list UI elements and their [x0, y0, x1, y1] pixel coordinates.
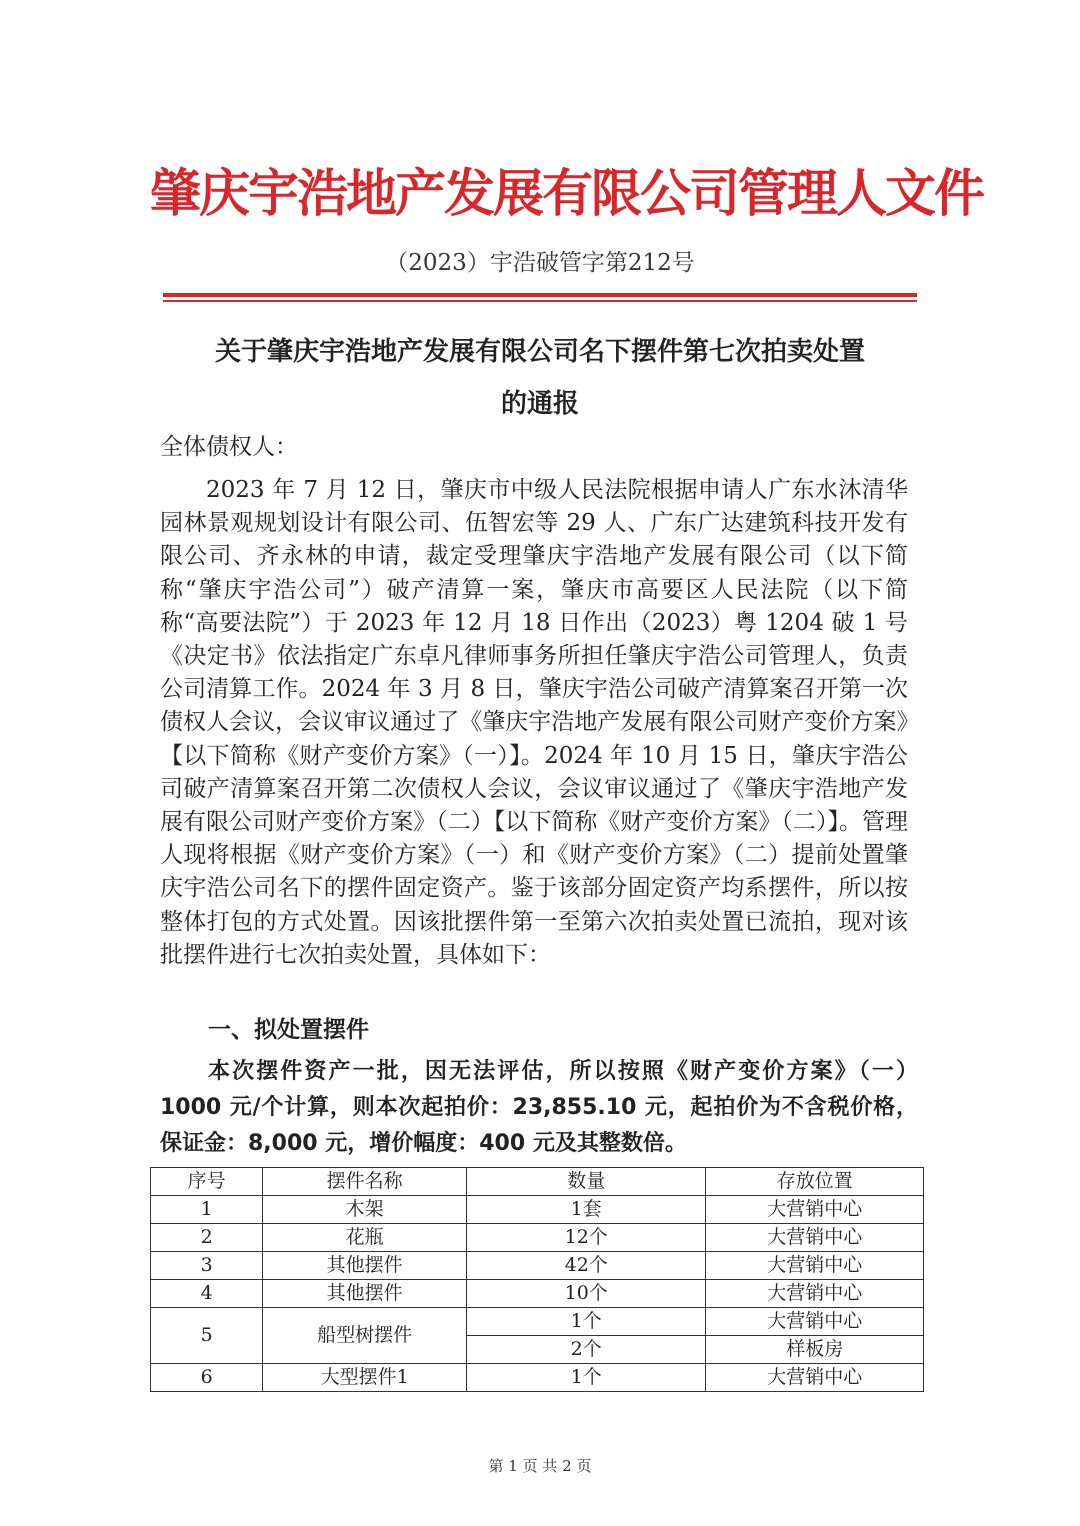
table-row	[151, 1280, 924, 1308]
cell-location: 样板房	[706, 1336, 924, 1364]
cell-qty: 1套	[466, 1196, 705, 1224]
cell-location: 大营销中心	[706, 1252, 924, 1280]
cell-no: 1	[151, 1196, 263, 1224]
table-header-row	[151, 1168, 924, 1196]
body-paragraph: 2023 年 7 月 12 日，肇庆市中级人民法院根据申请人广东水沐清华园林景观规划设计有限公司、伍智宏等 29 人、广东广达建筑科技开发有限公司、齐永林的申请，裁定受理肇庆宇浩地产发展有限公司（以下简称“肇庆宇浩公司”）破产清算一案，肇庆市高要区人民法院（以下简称“高要法院”）于 2023 年 12 月 18 日作出（2023）粤 1204 破 1 号《决定书》依法指定广东卓凡律师事务所担任肇庆宇浩公司管理人，负责公司清算工作。2024 年 3 月 8 日，肇庆宇浩公司破产清算案召开第一次债权人会议，会议审议通过了《肇庆宇浩地产发展有限公司财产变价方案》【以下简称《财产变价方案》（一）】。2024 年 10 月 15 日，肇庆宇浩公司破产清算案召开第二次债权人会议，会议审议通过了《肇庆宇浩地产发展有限公司财产变价方案》（二）【以下简称《财产变价方案》（二）】。管理人现将根据《财产变价方案》（一）和《财产变价方案》（二）提前处置肇庆宇浩公司名下的摆件固定资产。鉴于该部分固定资产均系摆件，所以按整体打包的方式处置。因该批摆件第一至第六次拍卖处置已流拍，现对该批摆件进行七次拍卖处置，具体如下：	[160, 477, 908, 968]
table-row	[151, 1364, 924, 1392]
cell-qty: 2个	[466, 1336, 705, 1364]
table-row	[151, 1224, 924, 1252]
table-row	[151, 1308, 924, 1336]
section-heading: 一、拟处置摆件	[208, 1017, 369, 1043]
red-divider-thick	[163, 293, 917, 297]
cell-name: 船型树摆件	[263, 1308, 467, 1364]
cell-name: 木架	[263, 1196, 467, 1224]
cell-location: 大营销中心	[706, 1196, 924, 1224]
page-footer: 第 1 页 共 2 页	[488, 1457, 592, 1475]
salutation: 全体债权人：	[160, 434, 298, 460]
notice-title-line1: 关于肇庆宇浩地产发展有限公司名下摆件第七次拍卖处置	[214, 337, 865, 367]
cell-qty: 10个	[466, 1280, 705, 1308]
document-number: （2023）宇浩破管字第212号	[385, 250, 695, 276]
cell-qty: 12个	[466, 1224, 705, 1252]
cell-name: 其他摆件	[263, 1252, 467, 1280]
cell-no: 4	[151, 1280, 263, 1308]
cell-qty: 1个	[466, 1364, 705, 1392]
cell-no: 2	[151, 1224, 263, 1252]
notice-title-line2: 的通报	[500, 389, 579, 419]
red-divider-thin	[163, 300, 917, 302]
header-cell-name: 摆件名称	[263, 1168, 467, 1196]
cell-location: 大营销中心	[706, 1364, 924, 1392]
cell-name: 其他摆件	[263, 1280, 467, 1308]
table-row	[151, 1196, 924, 1224]
cell-no: 3	[151, 1252, 263, 1280]
cell-qty: 1个	[466, 1308, 705, 1336]
pricing-paragraph: 本次摆件资产一批，因无法评估，所以按照《财产变价方案》（一）1000 元/个计算，则本次起拍价：23,855.10 元，起拍价为不含税价格，保证金：8,000 元，增价幅度：400 元及其整数倍。	[160, 1059, 918, 1156]
header-title: 肇庆宇浩地产发展有限公司管理人文件	[150, 165, 984, 224]
cell-no: 6	[151, 1364, 263, 1392]
header-cell-qty: 数量	[466, 1168, 705, 1196]
items-table	[150, 1167, 924, 1392]
table-row	[151, 1252, 924, 1280]
cell-location: 大营销中心	[706, 1308, 924, 1336]
cell-name: 大型摆件1	[263, 1364, 467, 1392]
header-cell-no: 序号	[151, 1168, 263, 1196]
cell-location: 大营销中心	[706, 1224, 924, 1252]
cell-qty: 42个	[466, 1252, 705, 1280]
cell-name: 花瓶	[263, 1224, 467, 1252]
cell-location: 大营销中心	[706, 1280, 924, 1308]
notice-title	[140, 326, 940, 430]
cell-no: 5	[151, 1308, 263, 1364]
header-cell-location: 存放位置	[706, 1168, 924, 1196]
